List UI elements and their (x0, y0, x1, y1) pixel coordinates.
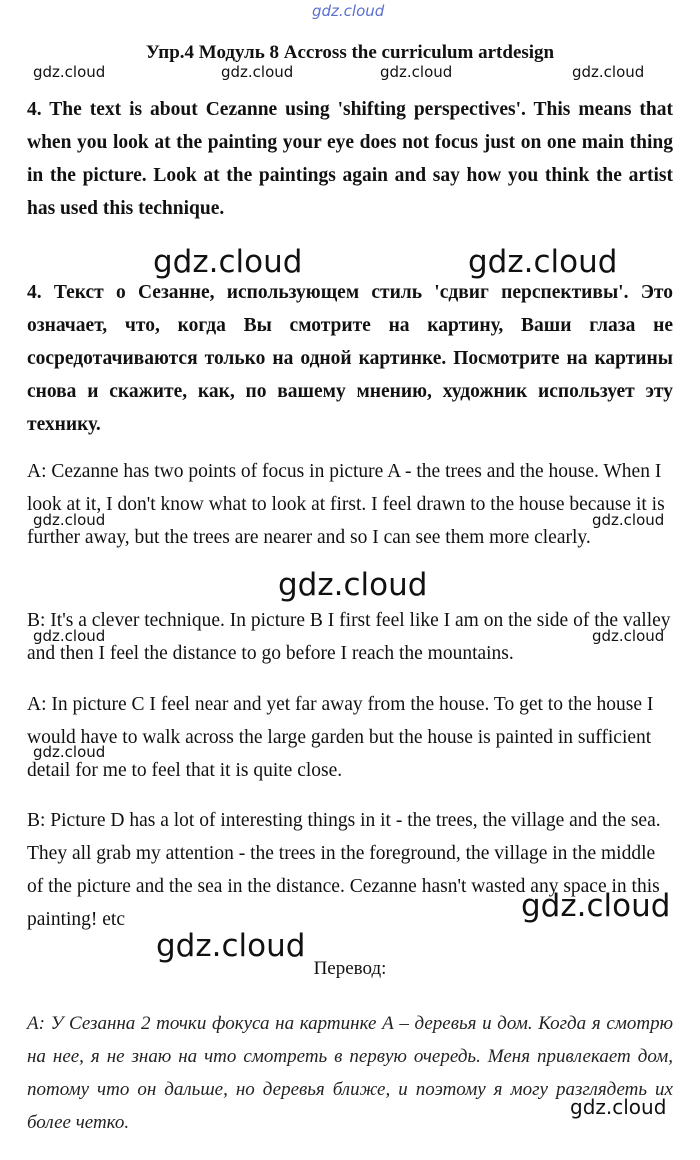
watermark-large: gdz.cloud (521, 888, 671, 924)
watermark-top: gdz.cloud (312, 2, 385, 20)
watermark-large: gdz.cloud (156, 928, 306, 964)
watermark-small: gdz.cloud (33, 511, 106, 529)
watermark-large: gdz.cloud (468, 244, 618, 280)
translation-heading: Перевод: (313, 958, 387, 979)
task-english: 4. The text is about Cezanne using 'shifting perspectives'. This means that when you look at the painting your eye does not focus just on one main thing in the picture. Look at the paintings again and say how you think the artist has used this technique. (27, 99, 673, 219)
watermark-small: gdz.cloud (33, 743, 106, 761)
page-title: Упр.4 Модуль 8 Accross the curriculum artdesign (145, 42, 555, 63)
watermark-small: gdz.cloud (221, 63, 294, 81)
dialogue-paragraph: A: Cezanne has two points of focus in picture A - the trees and the house. When I look at it, I don't know what to look at first. I feel drawn to the house because it is further away, but the trees are nearer and so I can see them more clearly. (27, 461, 665, 548)
dialogue-paragraph: A: In picture C I feel near and yet far away from the house. To get to the house I would have to walk across the large garden but the house is painted in sufficient detail for me to feel that it is quite close. (27, 694, 654, 781)
watermark-large: gdz.cloud (153, 244, 303, 280)
dialogue-paragraph: B: It's a clever technique. In picture B I first feel like I am on the side of the valley and then I feel the distance to go before I reach the mountains. (27, 610, 671, 664)
task-russian: 4. Текст о Сезанне, использующем стиль 'сдвиг перспективы'. Это означает, что, когда Вы смотрите на картину, Ваши глаза не сосредотачиваются только на одной картинке. Посмотрите на картины снова и скажите, как, по вашему мнению, художник использует эту технику. (27, 282, 673, 435)
watermark-small: gdz.cloud (33, 63, 106, 81)
watermark-small: gdz.cloud (592, 627, 665, 645)
watermark-small: gdz.cloud (592, 511, 665, 529)
watermark-small: gdz.cloud (380, 63, 453, 81)
watermark-small: gdz.cloud (572, 63, 645, 81)
dialogue-paragraph: B: Picture D has a lot of interesting things in it - the trees, the village and the sea. They all grab my attention - the trees in the foreground, the village in the middle of the picture and the sea in the distance. Cezanne hasn't wasted any space in this painting! etc (27, 810, 661, 930)
watermark-large: gdz.cloud (278, 567, 428, 603)
watermark-small: gdz.cloud (570, 1095, 667, 1119)
watermark-small: gdz.cloud (33, 627, 106, 645)
translation-paragraph: А: У Сезанна 2 точки фокуса на картинке А – деревья и дом. Когда я смотрю на нее, я не знаю на что смотреть в первую очередь. Меня привлекает дом, потому что он дальше, но деревья ближе, и поэтому я могу разглядеть их более четко. (27, 1013, 673, 1133)
